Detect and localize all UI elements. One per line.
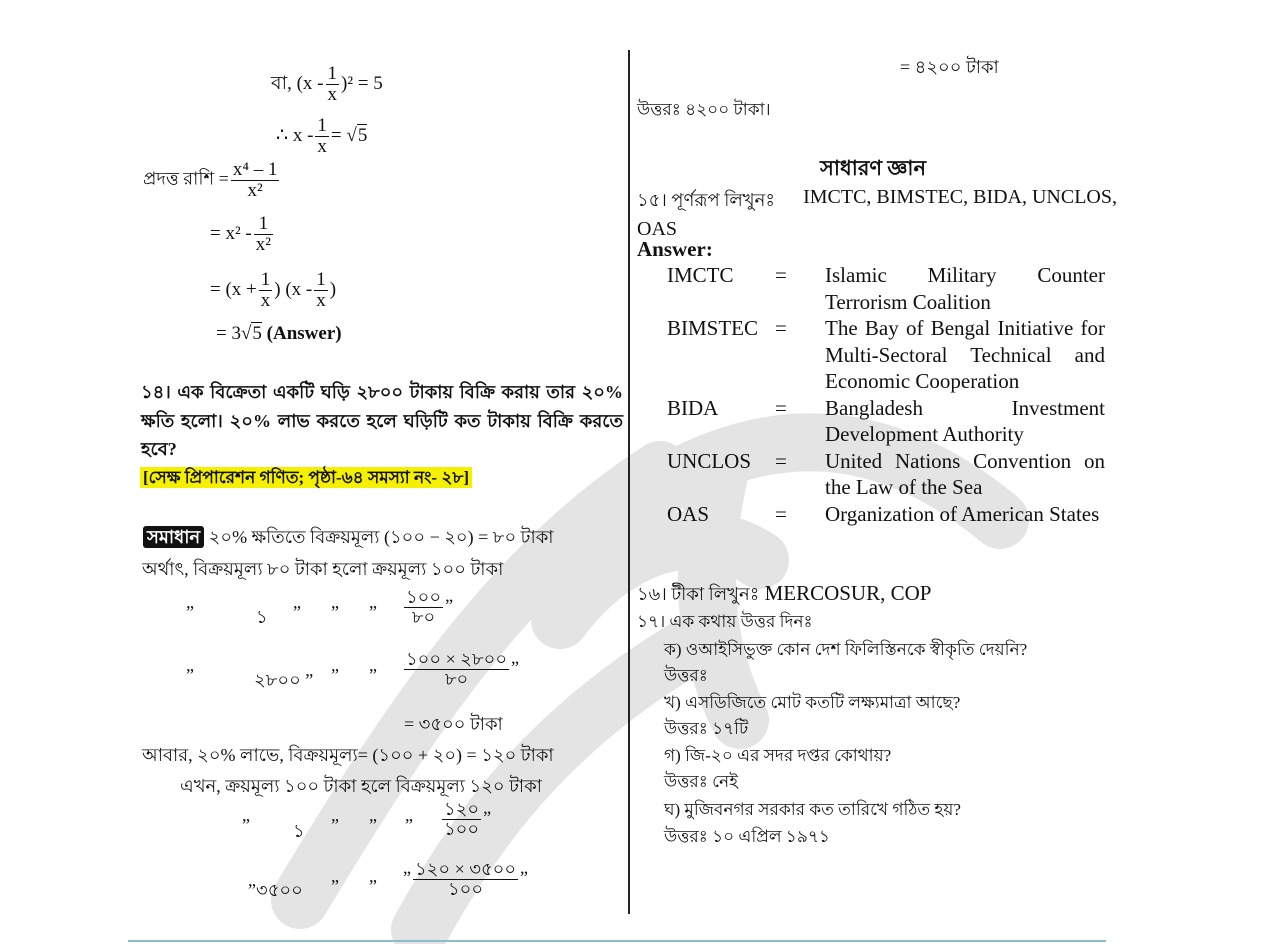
question-16: ১৬। টীকা লিখুনঃ MERCOSUR, COP <box>637 581 932 605</box>
q17-item-question: খ) এসডিজিতে মোট কতটি লক্ষ্যমাত্রা আছে? <box>664 693 961 712</box>
abbr-cell: BIDA <box>667 395 719 420</box>
q17-item-answer: উত্তরঃ ১০ এপ্রিল ১৯৭১ <box>664 827 830 846</box>
footer-rule <box>128 940 1106 942</box>
source-reference: [সেক্ষ প্রিপারেশন গণিত; পৃষ্ঠা-৬৪ সমস্যা নং- ২৮] <box>140 465 472 493</box>
table-row <box>667 315 1105 395</box>
math-line-1: বা, (x - $\frac{1}{x}$ )² = 5 <box>271 63 383 105</box>
ditto-mark: ” <box>331 602 339 622</box>
answer-label: Answer: <box>637 237 713 261</box>
ratio-fraction: ” $\frac{১২০ \times ৩৫০০}{১০০}$ ” <box>403 859 529 899</box>
abbreviation-table <box>667 262 1105 527</box>
abbr-cell: IMCTC <box>667 263 734 287</box>
table-row <box>667 395 1105 448</box>
question-17-heading: ১৭। এক কথায় উত্তর দিনঃ <box>637 612 813 631</box>
column-divider <box>628 50 630 914</box>
ditto-mark: ” <box>369 665 377 685</box>
ratio-fraction: $\frac{১০০}{৮০}$ ” <box>406 587 454 627</box>
again-line: আবার, ২০% লাভে, বিক্রয়মূল্য= (১০০ + ২০) = ১২০ টাকা <box>142 745 554 765</box>
abbr-cell: OAS <box>667 501 710 526</box>
ratio-value: ১ <box>293 821 305 841</box>
now-line: এখন, ক্রয়মূল্য ১০০ টাকা হলে বিক্রয়মূল্য ১২০ টাকা <box>180 776 542 796</box>
question-15: ১৫। পূর্ণরূপ লিখুনঃ IMCTC, BIMSTEC, BIDA, UNCLOS, OAS <box>637 186 1117 240</box>
math-line-2: ∴ x - $\frac{1}{x}$ = √5 <box>276 115 368 157</box>
answer-4200: উত্তরঃ ৪২০০ টাকা। <box>637 100 771 119</box>
q17-item-question: গ) জি-২০ এর সদর দপ্তর কোথায়? <box>664 746 892 765</box>
equals-cell: = <box>775 448 787 473</box>
q17-item-answer: উত্তরঃ <box>664 666 708 685</box>
ratio-fraction: $\frac{১২০}{১০০}$ ” <box>444 799 492 839</box>
solution-line-2: অর্থাৎ, বিক্রয়মূল্য ৮০ টাকা হলো ক্রয়মূল্য ১০০ টাকা <box>142 559 504 579</box>
q17-item-question: ঘ) মুজিবনগর সরকার কত তারিখে গঠিত হয়? <box>664 800 961 819</box>
ditto-mark: ” <box>405 815 413 835</box>
given-expression: প্রদত্ত রাশি = $\frac{\text{x⁴ – 1}}{\text{x²}}$ <box>143 159 278 201</box>
table-row <box>667 501 1105 528</box>
ditto-mark: ” <box>242 815 250 835</box>
table-row <box>667 448 1105 501</box>
q17-item-answer: উত্তরঃ ১৭টি <box>664 719 749 738</box>
ratio-value: ”৩৫০০ <box>248 880 303 900</box>
equals-cell: = <box>775 263 787 287</box>
result-4200: = ৪২০০ টাকা <box>900 57 999 77</box>
table-row <box>667 262 1105 315</box>
solution-line-1: সমাধান ২০% ক্ষতিতে বিক্রয়মূল্য (১০০ − ২০) = ৮০ টাকা <box>143 523 554 554</box>
solution-badge: সমাধান <box>143 526 204 548</box>
ratio-value: ২৮০০ ” <box>254 670 314 690</box>
math-step-1: = x² - $\frac{1}{\text{x²}}$ <box>210 213 271 255</box>
ditto-mark: ” <box>369 602 377 622</box>
q17-item-answer: উত্তরঃ নেই <box>664 772 738 791</box>
equals-cell: = <box>775 316 787 340</box>
ratio-value: ১ <box>256 607 268 627</box>
abbr-cell: BIMSTEC <box>667 316 759 340</box>
full-form-cell: United Nations Convention on the Law of the Sea <box>825 448 1105 499</box>
abbr-cell: UNCLOS <box>667 448 752 473</box>
math-step-2: = (x + $\frac{1}{x}$ ) (x - $\frac{1}{x}$ ) <box>210 269 337 311</box>
ratio-fraction: $\frac{১০০ \times ২৮০০}{৮০}$ ” <box>406 649 520 689</box>
ditto-mark: ” <box>369 815 377 835</box>
equals-cell: = <box>775 501 787 526</box>
result-3500: = ৩৫০০ টাকা <box>404 714 503 734</box>
full-form-cell: The Bay of Bengal Initiative for Multi-Sectoral Technical and Economic Cooperation <box>825 316 1105 393</box>
full-form-cell: Bangladesh Investment Development Authority <box>825 395 1105 446</box>
ditto-mark: ” <box>331 876 339 896</box>
ditto-mark: ” <box>331 665 339 685</box>
full-form-cell: Islamic Military Counter Terrorism Coalition <box>825 263 1105 314</box>
equals-cell: = <box>775 395 787 420</box>
full-form-cell: Organization of American States <box>825 501 1100 526</box>
section-title: সাধারণ জ্ঞান <box>820 156 927 180</box>
ditto-mark: ” <box>331 815 339 835</box>
ditto-mark: ” <box>369 876 377 896</box>
ditto-mark: ” <box>186 665 194 685</box>
q17-item-question: ক) ওআইসিভুক্ত কোন দেশ ফিলিস্তিনকে স্বীকৃতি দেয়নি? <box>664 640 1028 659</box>
question-14: ১৪। এক বিক্রেতা একটি ঘড়ি ২৮০০ টাকায় বিক্রি করায় তার ২০% ক্ষতি হলো। ২০% লাভ করতে হলে ঘড়িটি কত টাকায় বিক্রি করতে হবে? <box>141 382 623 459</box>
ditto-mark: ” <box>186 602 194 622</box>
math-step-3: = 3√5 (Answer) <box>216 323 342 344</box>
ditto-mark: ” <box>293 602 301 622</box>
